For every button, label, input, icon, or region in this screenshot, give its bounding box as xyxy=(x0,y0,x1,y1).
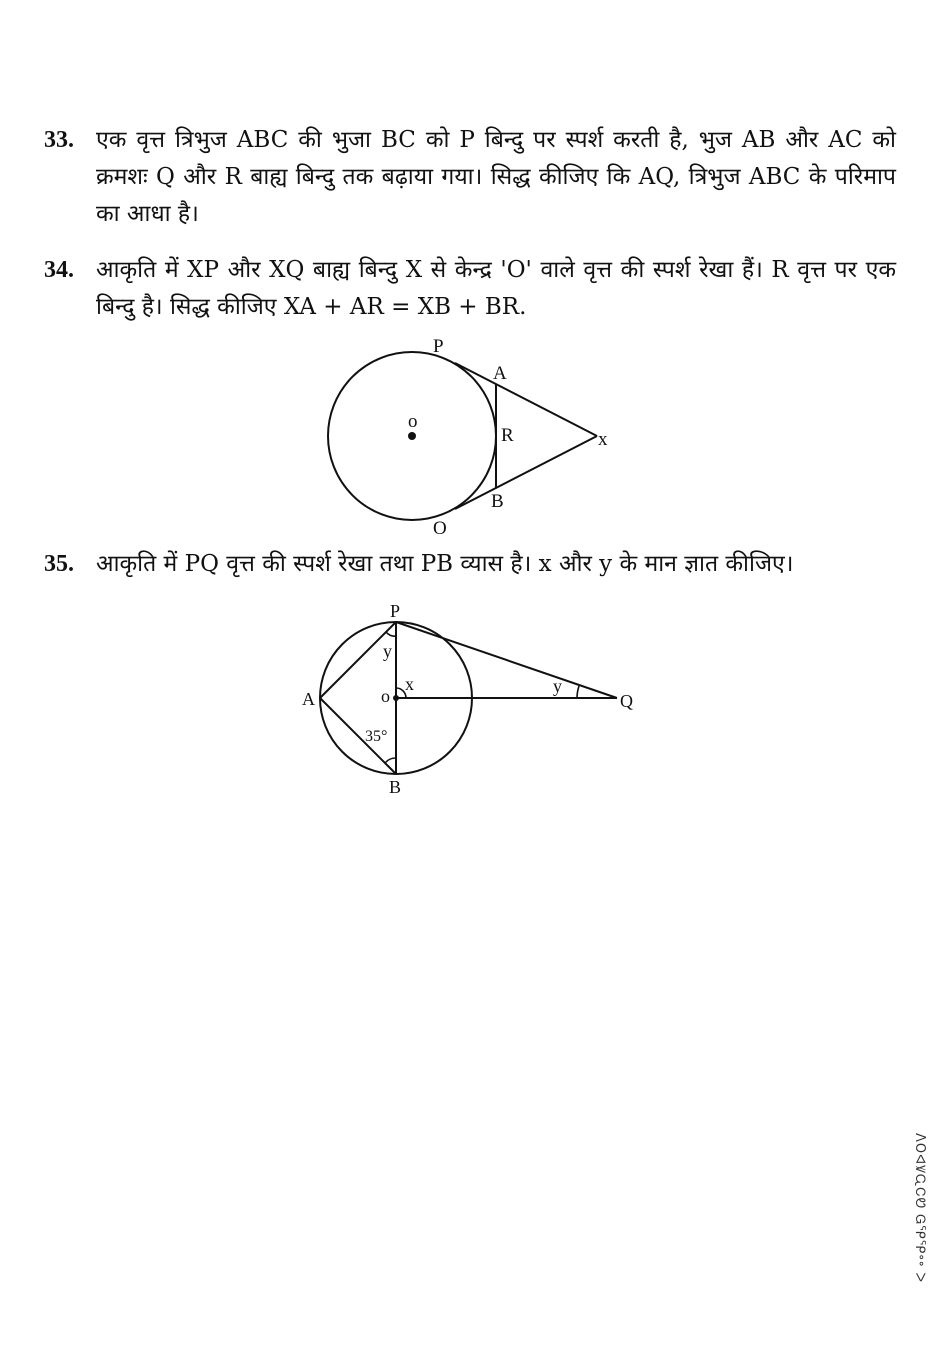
side-code xyxy=(906,1118,936,1298)
q34-tangent-xq xyxy=(455,436,597,509)
question-33 xyxy=(44,122,896,233)
q35-label-y-top: y xyxy=(383,641,392,661)
q34-tangent-xp xyxy=(455,363,597,436)
q35-label-35-degrees: 35° xyxy=(365,728,388,745)
figure-q35-tangent-diameter xyxy=(290,595,650,800)
side-code-text: ΛΟᐊꝞᏩᏟᏬ Ꮐᕿᕿ॰॰ ᐳ xyxy=(912,1132,927,1284)
q35-label-q: Q xyxy=(620,691,633,711)
q35-angle-arc-35 xyxy=(385,758,396,763)
q34-label-center: o xyxy=(408,411,418,432)
q34-label-r: R xyxy=(501,425,514,446)
q35-tangent-pq xyxy=(396,622,617,698)
q34-label-x: x xyxy=(598,429,608,450)
q35-label-x: x xyxy=(405,674,414,694)
q34-label-b: B xyxy=(491,491,504,512)
question-text: एक वृत्त त्रिभुज ABC की भुजा BC को P बिन्दु पर स्पर्श करती है, भुज AB और AC को क्रमशः Q और R बाह्य बिन्दु तक बढ़ाया गया। सिद्ध कीजिए कि AQ, त्रिभुज ABC के परिमाप का आधा है। xyxy=(96,127,896,227)
question-34 xyxy=(44,252,896,326)
question-text: आकृति में XP और XQ बाह्य बिन्दु X से केन्द्र 'O' वाले वृत्त की स्पर्श रेखा हैं। R वृत्त पर एक बिन्दु है। सिद्ध कीजिए XA + AR = XB + BR. xyxy=(96,257,896,320)
question-text: आकृति में PQ वृत्त की स्पर्श रेखा तथा PB व्यास है। x और y के मान ज्ञात कीजिए। xyxy=(96,551,794,577)
question-number: 35. xyxy=(44,551,74,577)
q35-label-center: o xyxy=(381,686,390,706)
q34-label-p: P xyxy=(433,336,444,357)
q34-center-dot xyxy=(408,432,416,440)
question-number: 34. xyxy=(44,257,74,283)
q34-label-a: A xyxy=(493,363,507,384)
q35-angle-arc-y-right xyxy=(577,686,579,698)
figure-q34-tangents xyxy=(310,330,640,545)
question-35 xyxy=(44,546,896,583)
q35-center-dot xyxy=(393,695,399,701)
q35-label-p: P xyxy=(390,601,401,621)
q35-label-b: B xyxy=(389,777,402,797)
question-number: 33. xyxy=(44,127,74,153)
q35-label-y-right: y xyxy=(553,676,562,696)
q35-label-a: A xyxy=(302,689,315,709)
q34-label-o-bottom: O xyxy=(433,518,447,539)
